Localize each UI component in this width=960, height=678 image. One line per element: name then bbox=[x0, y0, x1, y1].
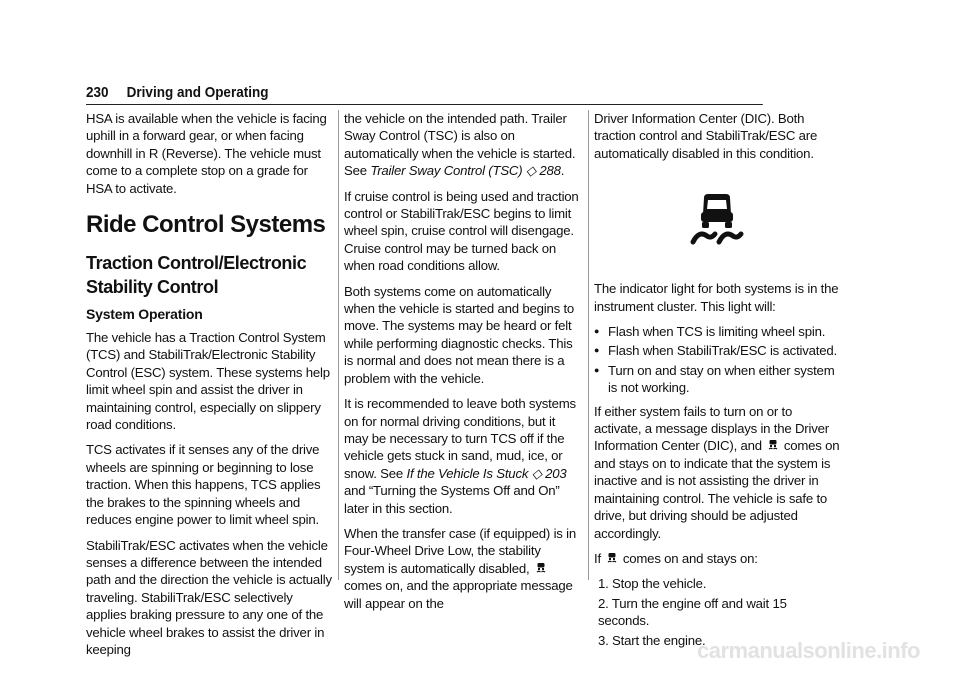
column-3 bbox=[594, 110, 840, 651]
column-divider bbox=[588, 110, 589, 580]
paragraph bbox=[594, 403, 840, 542]
paragraph: Both systems come on automatically when the vehicle is started and begins to move. The systems may be heard or felt while performing diagnostic checks. This is normal and does not mean there is a problem with the vehicle. bbox=[344, 283, 575, 386]
step-item: 3. Start the engine. bbox=[598, 632, 706, 648]
text: the vehicle on the intended path. Trailer Sway Control (TSC) is also on automatically when the vehicle is started. See bbox=[344, 111, 576, 179]
paragraph: StabiliTrak/ESC activates when the vehicle senses a difference between the intended path and the direction the vehicle is actually traveling. StabiliTrak/ESC selectively applies braking pressure to any one of the vehicle wheel brakes to assist the driver in keeping bbox=[86, 537, 332, 657]
list-item: ● Flash when TCS is limiting wheel spin. bbox=[594, 323, 840, 340]
watermark: carmanualsonline.info bbox=[697, 638, 920, 663]
paragraph: The indicator light for both systems is in the instrument cluster. This light will: bbox=[594, 281, 839, 314]
text: It is recommended to leave both systems on for normal driving conditions, but it may be necessary to turn TCS off if the vehicle gets stuck in sand, mud, ice, or snow. See bbox=[344, 396, 576, 481]
text: If bbox=[594, 550, 605, 566]
paragraph: The vehicle has a Traction Control System (TCS) and StabiliTrak/Electronic Stability Control (ESC) system. These systems help limit wheel spin and assist the driver in maintaining control, especially on slippery road conditions. bbox=[86, 330, 330, 433]
page-reference[interactable]: ◇ 288 bbox=[525, 163, 561, 179]
paragraph: Driver Information Center (DIC). Both traction control and StabiliTrak/ESC are automatically disabled in this condition. bbox=[594, 111, 818, 161]
step-item: 2. Turn the engine off and wait 15 seconds. bbox=[598, 595, 787, 629]
indicator-behavior-list bbox=[594, 323, 840, 397]
cross-reference-link[interactable]: If the Vehicle Is Stuck bbox=[406, 465, 529, 481]
paragraph: If cruise control is being used and traction control or StabiliTrak/ESC begins to limit wheel spin, cruise control will disengage. Cruise control may be turned back on when road conditions allow. bbox=[344, 188, 579, 274]
page-number: 230 bbox=[86, 84, 109, 101]
hsa-paragraph: HSA is available when the vehicle is facing uphill in a forward gear, or when facing downhill in R (Reverse). The vehicle must come to a complete stop on a grade for HSA to activate. bbox=[86, 111, 327, 196]
paragraph bbox=[594, 550, 840, 567]
page-header bbox=[86, 84, 763, 105]
text: comes on and stays on: bbox=[619, 550, 758, 566]
list-item: ● Turn on and stay on when either system is not working. bbox=[594, 362, 840, 397]
paragraph bbox=[344, 395, 582, 517]
text: comes on and stays on to indicate that the system is inactive and is not assisting the driver in maintaining control. The vehicle is safe to drive, but driving should be adjusted accordingly. bbox=[594, 438, 840, 541]
paragraph bbox=[344, 525, 582, 612]
text: If either system fails to turn on or to activate, a message displays in the Driver Information Center (DIC), and bbox=[594, 403, 829, 454]
esc-off-icon bbox=[607, 552, 617, 564]
paragraph bbox=[344, 110, 582, 180]
section-title: Driving and Operating bbox=[126, 84, 269, 101]
column-2 bbox=[344, 110, 582, 620]
chapter-heading: Ride Control Systems bbox=[86, 211, 326, 239]
page-reference[interactable]: ◇ 203 bbox=[531, 465, 567, 481]
subsection-heading: System Operation bbox=[86, 306, 203, 323]
step-item: 1. Stop the vehicle. bbox=[598, 576, 707, 592]
traction-control-light-icon bbox=[687, 192, 747, 252]
text: and “Turning the Systems Off and On” later in this section. bbox=[344, 483, 560, 516]
section-heading: Traction Control/Electronic Stability Control bbox=[86, 253, 307, 298]
column-1 bbox=[86, 110, 332, 666]
esc-off-icon bbox=[768, 439, 778, 451]
list-item: ● Flash when StabiliTrak/ESC is activated. bbox=[594, 342, 840, 359]
text: When the transfer case (if equipped) is in Four-Wheel Drive Low, the stability system is automatically disabled, bbox=[344, 525, 577, 576]
text: . bbox=[560, 163, 565, 179]
text: comes on, and the appropriate message will appear on the bbox=[344, 578, 573, 611]
paragraph: TCS activates if it senses any of the drive wheels are spinning or beginning to lose traction. When this happens, TCS applies the brakes to the spinning wheels and reduces engine power to limit wheel spin. bbox=[86, 442, 321, 528]
column-divider bbox=[338, 110, 339, 580]
esc-off-icon bbox=[536, 562, 546, 574]
cross-reference-link[interactable]: Trailer Sway Control (TSC) bbox=[370, 163, 523, 179]
